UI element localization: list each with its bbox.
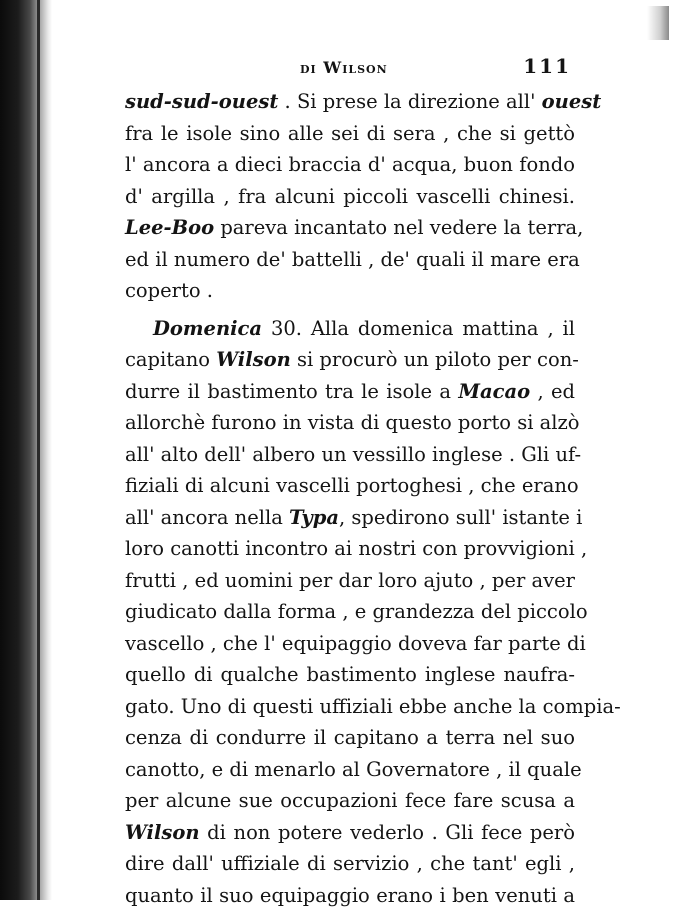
italic-text: Domenica — [153, 317, 262, 340]
text-line — [125, 376, 575, 408]
text-run: l' ancora a dieci braccia d' acqua, buon fondo — [125, 153, 575, 176]
text-run: capitano — [125, 348, 216, 371]
text-line — [125, 785, 575, 817]
text-line — [125, 470, 575, 502]
text-run: . Si prese la direzione all' — [278, 90, 541, 113]
text-line — [125, 149, 575, 181]
text-line — [125, 118, 575, 150]
text-run: durre il bastimento tra le isole a — [125, 380, 458, 403]
text-line — [125, 848, 575, 880]
book-page — [125, 52, 575, 911]
text-line — [125, 407, 575, 439]
text-line — [125, 659, 575, 691]
text-line — [125, 754, 575, 786]
text-run: vascello , che l' equipaggio doveva far parte di — [125, 632, 586, 655]
text-run: loro canotti incontro ai nostri con provvigioni , — [125, 537, 587, 560]
running-title: di Wilson — [300, 58, 388, 77]
text-line — [125, 275, 575, 307]
text-line — [125, 533, 575, 565]
text-run: quanto il suo equipaggio erano i ben venuti a — [125, 884, 575, 907]
page-number: 111 — [523, 54, 571, 78]
text-run: fra le isole sino alle sei di sera , che si gettò — [125, 122, 575, 145]
text-run: fiziali di alcuni vascelli portoghesi , che erano — [125, 474, 579, 497]
text-line — [125, 439, 575, 471]
text-run: per alcune sue occupazioni fece fare scusa a — [125, 789, 575, 812]
text-line — [125, 344, 575, 376]
text-line — [125, 596, 575, 628]
text-line — [125, 880, 575, 911]
text-run: , spedirono sull' istante i — [339, 506, 582, 529]
text-line — [125, 628, 575, 660]
text-run: , ed — [530, 380, 575, 403]
text-run: frutti , ed uomini per dar loro ajuto , per aver — [125, 569, 575, 592]
text-line — [125, 691, 575, 723]
italic-text: ouest — [542, 90, 602, 113]
italic-text: Wilson — [125, 821, 200, 844]
text-line — [125, 212, 575, 244]
page-corner-shadow — [647, 6, 669, 40]
text-run: ed il numero de' battelli , de' quali il mare era — [125, 248, 580, 271]
italic-text: Wilson — [216, 348, 291, 371]
text-run: 30. Alla domenica mattina , il — [262, 317, 575, 340]
text-line — [125, 565, 575, 597]
text-run: allorchè furono in vista di questo porto si alzò — [125, 411, 580, 434]
text-line — [125, 502, 575, 534]
text-run: dire dall' uffiziale di servizio , che tant' egli , — [125, 852, 575, 875]
text-run: di non potere vederlo . Gli fece però — [200, 821, 575, 844]
text-run: d' argilla , fra alcuni piccoli vascelli chinesi. — [125, 185, 575, 208]
italic-text: Macao — [458, 380, 530, 403]
text-run: pareva incantato nel vedere la terra, — [214, 216, 583, 239]
text-run: si procurò un piloto per con- — [291, 348, 579, 371]
text-line — [125, 86, 575, 118]
book-spine-shadow — [0, 0, 52, 900]
body-text — [125, 86, 575, 911]
paragraph-1 — [125, 86, 575, 307]
text-run: all' ancora nella — [125, 506, 289, 529]
text-run: coperto . — [125, 279, 213, 302]
italic-text: Lee-Boo — [125, 216, 214, 239]
italic-text: Typa — [289, 506, 339, 529]
text-run: cenza di condurre il capitano a terra nel suo — [125, 726, 575, 749]
italic-text: sud-sud-ouest — [125, 90, 278, 113]
text-line — [125, 722, 575, 754]
text-run: gato. Uno di questi uffiziali ebbe anche la compia- — [125, 695, 621, 718]
text-run: canotto, e di menarlo al Governatore , il quale — [125, 758, 582, 781]
text-run: all' alto dell' albero un vessillo inglese . Gli uf- — [125, 443, 581, 466]
text-line — [125, 244, 575, 276]
text-run: giudicato dalla forma , e grandezza del piccolo — [125, 600, 588, 623]
text-line — [125, 817, 575, 849]
text-line — [125, 313, 575, 345]
text-run: quello di qualche bastimento inglese naufra- — [125, 663, 575, 686]
page-header — [125, 52, 575, 82]
text-line — [125, 181, 575, 213]
paragraph-2 — [125, 313, 575, 911]
book-gutter-line — [37, 0, 40, 900]
